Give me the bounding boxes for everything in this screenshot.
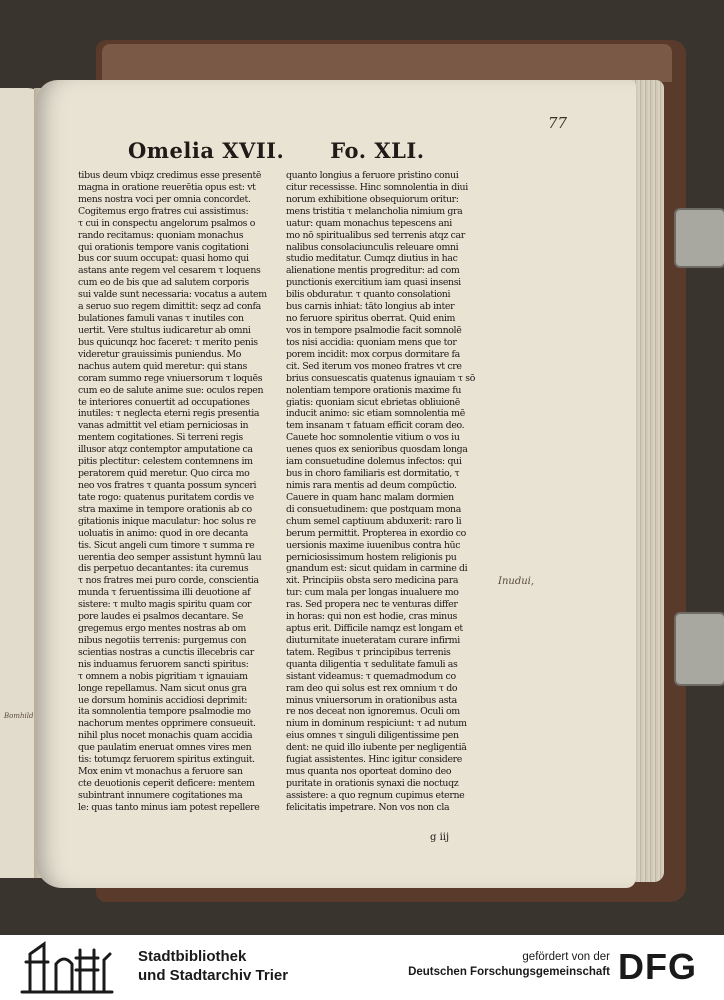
text-line: stra maxime in tempore orationis ab co [78,503,252,515]
text-line: mens tristitia τ melancholia nimium gra [286,205,463,217]
text-line: bus in choro familiaris est dormitatio, τ [286,468,460,480]
text-line: subintrant innumere cogitationes ma [78,789,243,801]
text-line: punctionis exercitium iam quasi insensi [286,277,461,289]
text-line: gregemus ergo mentes nostras ab om [78,623,246,635]
text-line: aptus erit. Difficile namqz est longam et [286,623,463,635]
text-line: re nos deceat non ignoremus. Oculi om [286,706,460,718]
text-line: alienatione mentis progreditur: ad com [286,265,460,277]
text-line: nihil plus nocet monachis quam accidia [78,730,253,742]
text-line: pore laudes ei psalmos decantare. Se [78,611,244,623]
text-line: assistere: a quo regnum cupimus eterne [286,789,465,801]
text-line: videretur grauissimis puniendus. Mo [78,348,242,360]
folio-number: 77 [548,114,568,132]
text-line: te interiores conuertit ad occupationes [78,396,250,408]
text-line: le: quas tanto minus iam potest repellere [78,801,260,813]
text-line: tate rogo: quatenus puritatem cordis ve [78,491,254,503]
text-line: tem insanam τ fatuam efficit coram deo. [286,420,465,432]
text-line: mens nostra voci per omnia concordet. [78,193,251,205]
text-line: nimis rara mentis ad deum compūctio. [286,479,457,491]
text-line: quanta diligentia τ sedulitate famuli as [286,658,458,670]
funder-line-2: Deutschen Forschungsgemeinschaft [408,966,610,978]
text-line: gnandum est: sicut quidam in carmine di [286,563,468,575]
text-line: di consuetudinem: que postquam mona [286,503,461,515]
text-line: bilis obduratur. τ quanto consolationi [286,289,451,301]
text-line: Cauete hoc somnolentie vitium o vos iu [286,432,460,444]
text-line: ram deo qui solus est rex omnium τ do [286,682,458,694]
text-line: xit. Principiis obsta sero medicina para [286,575,459,587]
signature-mark: g iij [430,832,450,843]
text-line: mus quanta nos oporteat domino deo [286,766,452,778]
text-line: diuturnitate inueteratam curare infirmi [286,634,460,646]
institution-line-1: Stadtbibliothek [138,948,247,965]
text-line: illusor atqz contemptor amputatione ca [78,444,253,456]
text-line: τ nos fratres mei puro corde, conscientia [78,575,259,587]
text-line: a seruo suo regem dimittit: seqz ad confa [78,301,261,313]
text-line: tis. Sicut angeli cum timore τ summa re [78,539,255,551]
book-spine-top [102,44,672,82]
text-line: nibus negotiis terrenis: purgemus con [78,634,247,646]
text-line: Cauere in quam hanc malam dormien [286,491,454,503]
text-line: astans ante regem vel cesarem τ loquens [78,265,261,277]
text-line: dis perpetuo decantantes: ita curemus [78,563,249,575]
text-line: pitis plectitur: celestem contemnens im [78,456,253,468]
text-line: vanas admittit vel etiam perniciosas in [78,420,249,432]
text-line: nalibus consolaciunculis releuare omni [286,241,459,253]
text-line: τ cui in conspectu angelorum psalmos o [78,217,256,229]
text-line: citur recessisse. Hinc somnolentia in diui [286,181,468,193]
institution-name [138,947,288,985]
text-line: neo vos fratres τ quanta possum synceri [78,479,257,491]
text-line: uersionis maxime iuuenibus contra hūc [286,539,461,551]
text-line: Cogitemus ergo fratres cui assistimus: [78,205,249,217]
text-line: dent: ne quid illo iubente per negligentiā [286,742,467,754]
text-line: mentem cogitationes. Si terreni regis [78,432,243,444]
text-line: fugiat assistentes. Hinc igitur considere [286,754,462,766]
text-line: tibus deum vbiqz credimus esse presentē [78,170,262,181]
running-head-right: Fo. XLI. [330,138,425,163]
text-line: in horas: qui non est hodie, cras minus [286,611,457,623]
text-line: uertit. Vere stultus iudicaretur ab omni [78,324,251,336]
text-line: peratorem quid meretur. Quo circa mo [78,468,250,480]
text-line: bus quicunqz hoc faceret: τ merito penis [78,336,258,348]
text-line: tos nisi accidia: quoniam mens que tor [286,336,457,348]
text-line: nachorum mentes opprimere consueuit. [78,718,256,730]
text-line: uenes quos ex senioribus quosdam longa [286,444,468,456]
text-line: sui valde sunt necessaria: vocatus a autem [78,289,267,301]
text-line: longe repellamus. Nam sicut onus gra [78,682,247,694]
text-line: uerentia deo semper assistunt hymnū lau [78,551,262,563]
text-line: tatem. Regibus τ principibus terrenis [286,646,451,658]
text-line: porem incidit: mox corpus dormitare fa [286,348,460,360]
text-line: nachus autem quid meretur: qui stans [78,360,247,372]
text-column-right [286,170,488,814]
text-line: cte deuotionis ceperit deficere: mentem [78,778,255,790]
text-line: eius omnes τ singuli diligentissime pen [286,730,459,742]
text-line: sistant videamus: τ quemadmodum co [286,670,456,682]
text-line: vos in tempore psalmodie facit somnolē [286,324,462,336]
text-line: τ omnem a nobis pigritiam τ ignauiam [78,670,248,682]
text-line: nium in dominum respiciunt: τ ad nutum [286,718,467,730]
text-line: ita somnolentia tempore psalmodie mo [78,706,251,718]
text-line: tis: totumqz feruorem spiritus extinguit. [78,754,255,766]
text-line: ue dorsum hominis accidiosi deprimit: [78,694,248,706]
funder-line-1: gefördert von der [522,951,610,963]
text-line: bus carnis inhiat: tāto longius ab inter [286,301,455,313]
library-logo-icon [16,940,118,996]
text-line: studio meditatur. Cumqz diutius in hac [286,253,458,265]
running-head [128,138,428,163]
text-line: giatis: quoniam sicut ebrietas obliuionē [286,396,460,408]
margin-note-left: Bomhild [4,712,34,720]
text-line: rando recitamus: quoniam monachus [78,229,244,241]
text-line: que paulatim eneruat omnes vires men [78,742,252,754]
text-line: inutiles: τ neglecta eterni regis presentia [78,408,260,420]
institution-line-2: und Stadtarchiv Trier [138,967,289,984]
metal-clasp-icon [674,612,724,686]
funder-credit [370,950,610,980]
text-line: brius consuescatis quatenus ignauiam τ sō [286,372,476,384]
metal-clasp-icon [674,208,724,268]
text-line: bulationes famuli vanas τ inutiles con [78,313,244,325]
text-line: qui orationis tempore vanis cogitationi [78,241,249,253]
text-line: minus vniuersorum in orationibus asta [286,694,457,706]
text-line: quanto longius a feruore pristino conui [286,170,459,181]
text-line: chum semel captiuum abduxerit: raro li [286,515,462,527]
text-line: cum eo de bis que ad salutem corporis [78,277,249,289]
text-line: tur: cum mala per longas inualuere mo [286,587,459,599]
text-line: nis induamus feruorem sancti spiritus: [78,658,249,670]
text-line: perniciosissimum hostem religionis pu [286,551,457,563]
text-line: iam consuetudine dolemus infectos: qui [286,456,462,468]
text-line: sistere: τ multo magis spiritu quam cor [78,599,252,611]
text-line: coram summo rege vniuersorum τ loquēs [78,372,263,384]
running-head-left: Omelia XVII. [128,138,285,163]
text-line: norum exhibitione obsequiorum oritur: [286,193,459,205]
text-line: felicitatis impetrare. Non vos non cla [286,801,450,813]
text-line: no feruore spiritus oberrat. Quid enim [286,313,456,325]
text-line: ras. Sed propera nec te venturas differ [286,599,458,611]
text-line: cit. Sed iterum vos moneo fratres vt cre [286,360,462,372]
margin-note-right: Inudui, [498,576,535,587]
text-line: munda τ feruentissima illi deuotione af [78,587,251,599]
text-column-left [78,170,280,814]
text-line: Mox enim vt monachus a feruore san [78,766,243,778]
dfg-logo-icon: DFG [618,946,697,987]
text-line: mo nō spiritualibus sed terrenis atqz car [286,229,465,241]
text-line: bus cor suum occupat: quasi homo qui [78,253,249,265]
text-line: puritate in orationis synaxi die noctuqz [286,778,459,790]
text-line: inducit animo: sic etiam somnolentia mē [286,408,465,420]
text-line: uatur: quam monachus tepescens ani [286,217,452,229]
text-line: berum permittit. Propterea in exordio co [286,527,466,539]
text-line: cum eo de salute anime sue: oculos repen [78,384,264,396]
text-line: magna in oratione reuerētia opus est: vt [78,181,256,193]
text-line: uoluatis in animo: quod in ore decanta [78,527,248,539]
text-line: scientias nostras a cunctis illecebris car [78,646,254,658]
text-line: nolentiam tempore orationis maxime fu [286,384,462,396]
text-line: gitationis inique maculatur: hoc solus re [78,515,256,527]
